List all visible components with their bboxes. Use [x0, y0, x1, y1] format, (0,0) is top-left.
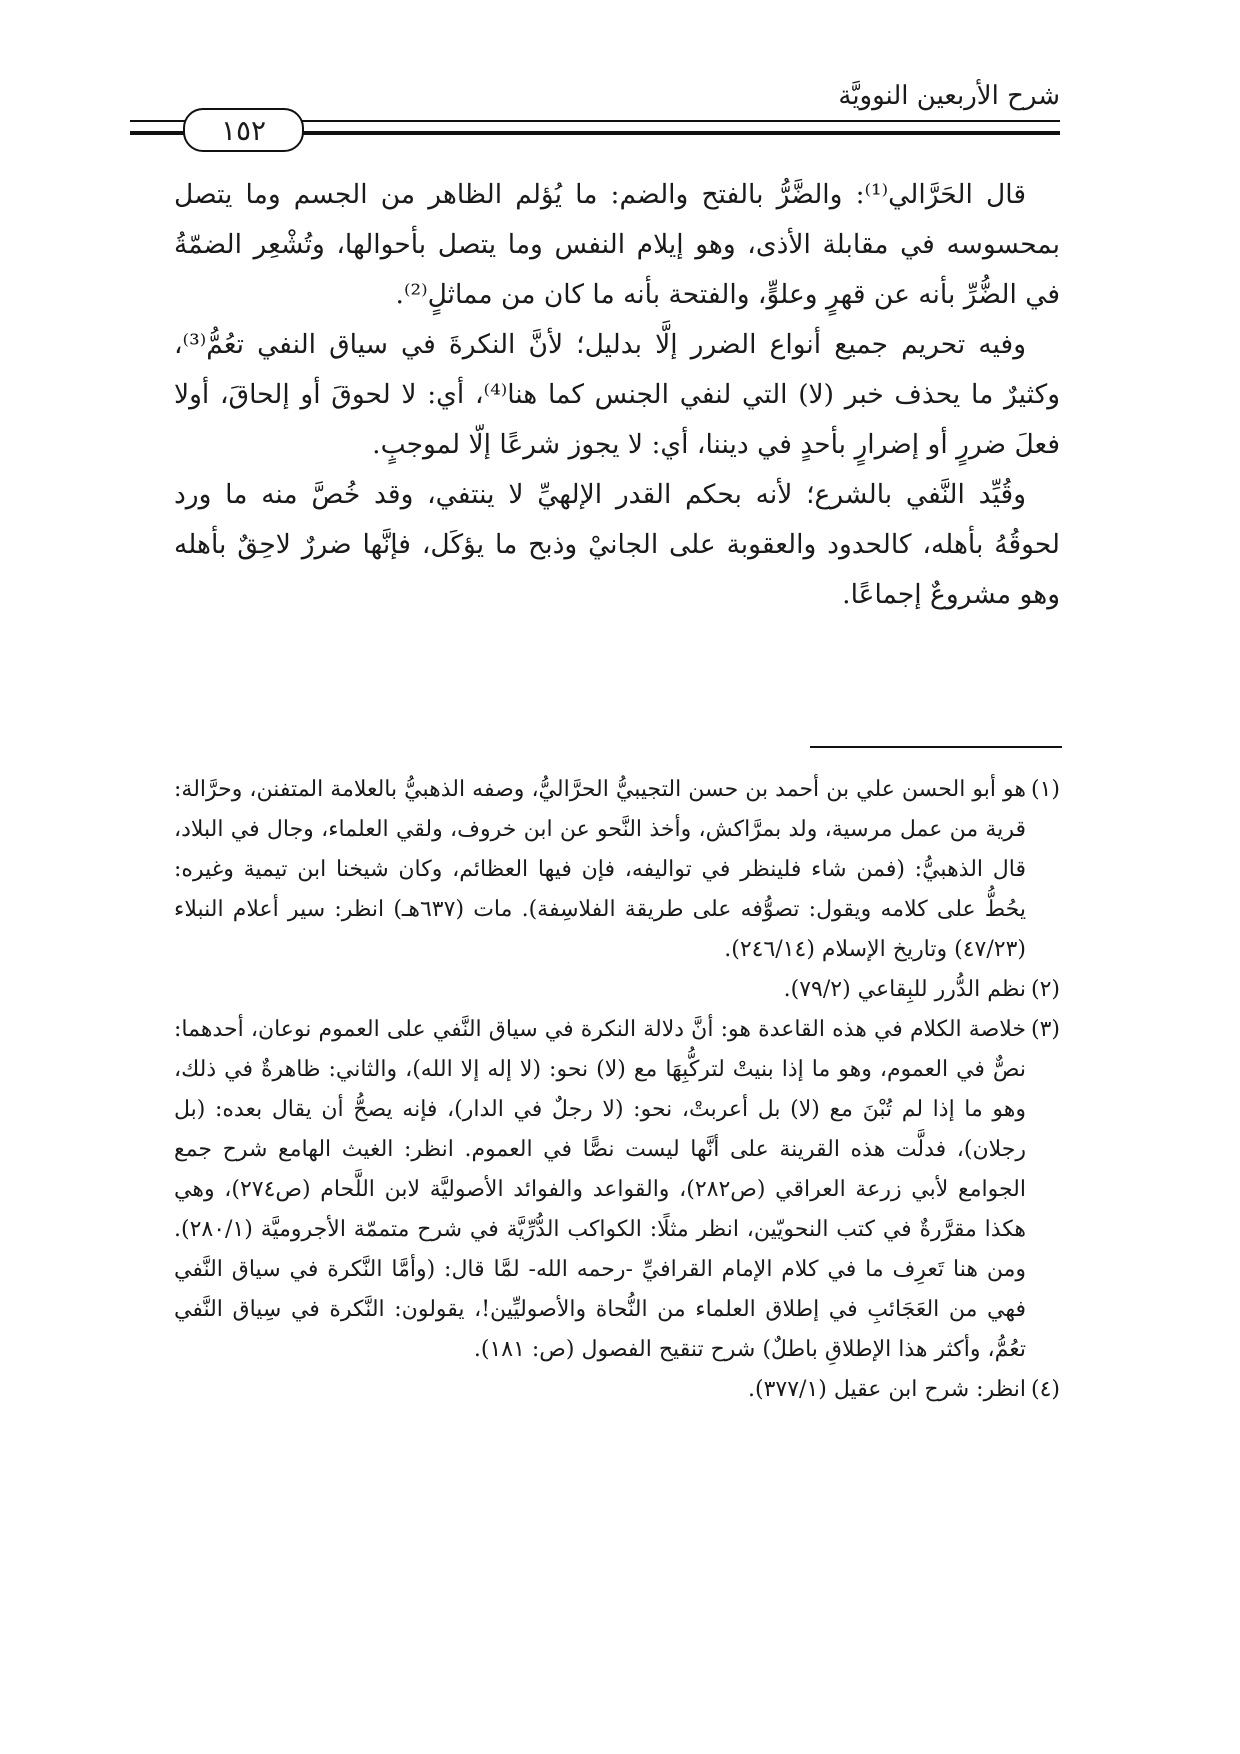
footnotes — [174, 770, 1060, 1410]
footnote — [174, 970, 1060, 1010]
footnote-number: (٢) — [1030, 977, 1060, 1002]
main-text — [174, 170, 1060, 620]
page-number: ١٥٢ — [183, 108, 304, 152]
footnote-separator — [810, 746, 1062, 748]
footnote-number: (٤) — [1030, 1377, 1060, 1402]
paragraph: قال الحَرَّالي⁽¹⁾: والضَّرُّ بالفتح والضم: ما يُؤلم الظاهر من الجسم وما يتصل بمحسوسه في مقابلة الأذى، وهو إيلام النفس وما يتصل بأحوالها، وتُشْعِر الضمّةُ في الضُّرِّ بأنه عن قهرٍ وعلوٍّ، والفتحة بأنه ما كان من مماثلٍ⁽²⁾. — [174, 179, 1060, 310]
paragraph: وقُيِّد النَّفي بالشرع؛ لأنه بحكم القدر الإلهيِّ لا ينتفي، وقد خُصَّ منه ما ورد لحوقُهُ بأهله، كالحدود والعقوبة على الجانيْ وذبح ما يؤكَل، فإنَّها ضررٌ لاحِقٌ بأهله وهو مشروعٌ إجماعًا. — [174, 479, 1060, 610]
footnote-number: (٣) — [1030, 1017, 1060, 1042]
footnote-text: نظم الدُّرر للبِقاعي (٧٩/٢). — [783, 977, 1026, 1002]
footnote-text: هو أبو الحسن علي بن أحمد بن حسن التجيبيُّ الحرَّاليُّ، وصفه الذهبيُّ بالعلامة المتفنن، وحرَّالة: قرية من عمل مرسية، ولد بمرَّاكش، وأخذ النَّحو عن ابن خروف، ولقي العلماء، وجال في البلاد، قال الذهبيُّ: (فمن شاء فلينظر في تواليفه، فإن فيها العظائم، وكان شيخنا ابن تيمية وغيره: يحُطُّ على كلامه ويقول: تصوُّفه على طريقة الفلاسِفة). مات (٦٣٧هـ) انظر: سير أعلام النبلاء (٤٧/٢٣) وتاريخ الإسلام (٢٤٦/١٤). — [174, 777, 1026, 962]
footnote — [174, 770, 1060, 970]
paragraph: وفيه تحريم جميع أنواع الضرر إلَّا بدليل؛ لأنَّ النكرةَ في سياق النفي تعُمُّ⁽³⁾، وكثيرٌ ما يحذف خبر (لا) التي لنفي الجنس كما هنا⁽⁴⁾، أي: لا لحوقَ أو إلحاقَ، أولا فعلَ ضررٍ أو إضرارٍ بأحدٍ في ديننا، أي: لا يجوز شرعًا إلّا لموجبٍ. — [174, 329, 1060, 460]
footnote-text: خلاصة الكلام في هذه القاعدة هو: أنَّ دلالة النكرة في سياق النَّفي على العموم نوعان، أحدهما: نصٌّ في العموم، وهو ما إذا بنيتْ لتركُّبِهَا مع (لا) نحو: (لا إله إلا الله)، والثاني: ظاهرةٌ في ذلك، وهو ما إذا لم تُبْنَ مع (لا) بل أعربتْ، نحو: (لا رجلٌ في الدار)، فإنه يصحُّ أن يقال بعده: (بل رجلان)، فدلَّت هذه القرينة على أنَّها ليست نصًّا في العموم. انظر: الغيث الهامع شرح جمع الجوامع لأبي زرعة العراقي (ص٢٨٢)، والقواعد والفوائد الأصوليَّة لابن اللَّحام (ص٢٧٤)، وهي هكذا مقرَّرةٌ في كتب النحويّين، انظر مثلًا: الكواكب الدُّرِّيَّة في شرح متممّة الأجروميَّة (٢٨٠/١). ومن هنا تَعرِف ما في كلام الإمام القرافيِّ -رحمه الله- لمَّا قال: (وأمَّا النَّكرة في سياق النَّفي فهي من العَجَائبِ في إطلاق العلماء من النُّحاة والأصوليِّين!، يقولون: النَّكرة في سِياق النَّفي تعُمُّ، وأكثر هذا الإطلاقِ باطلٌ) شرح تنقيح الفصول (ص: ١٨١). — [174, 1017, 1026, 1362]
footnote — [174, 1370, 1060, 1410]
footnote-text: انظر: شرح ابن عقيل (٣٧٧/١). — [748, 1377, 1026, 1402]
footnote-number: (١) — [1030, 777, 1060, 802]
running-title: شرح الأربعين النوويَّة — [838, 81, 1060, 111]
footnote — [174, 1010, 1060, 1370]
